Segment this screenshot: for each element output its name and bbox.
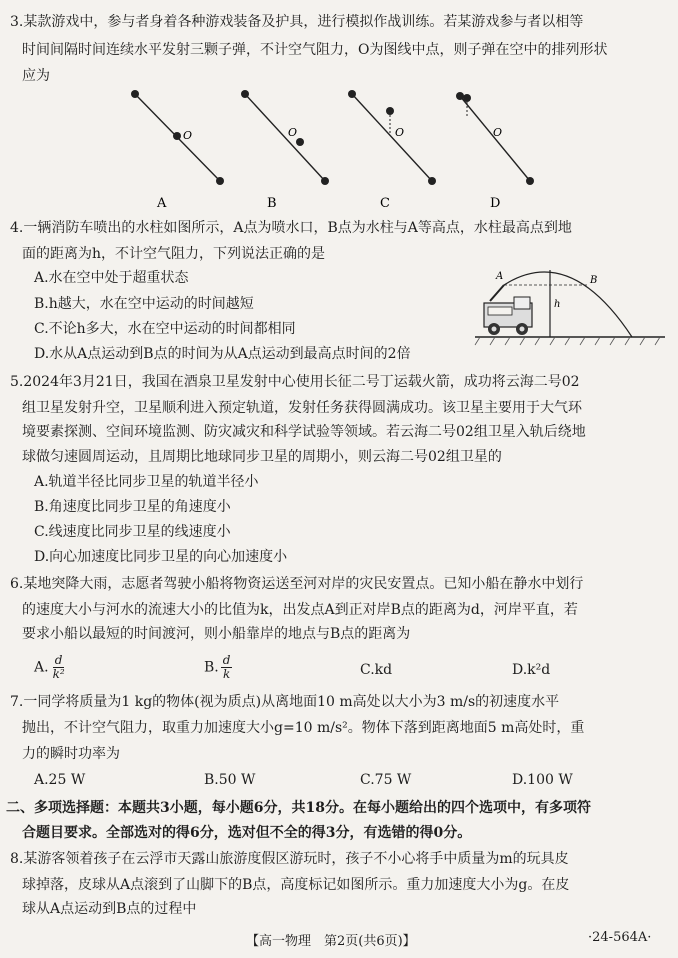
q5-option-c: C.线速度比同步卫星的线速度小	[34, 524, 231, 540]
point-a-label: A	[496, 271, 504, 282]
fraction-denominator: k²	[52, 667, 65, 681]
q6-line-2: 的速度大小与河水的流速大小的比值为k，出发点A到正对岸B点的距离为d，河岸平直，若	[22, 602, 578, 618]
point-o-label: O	[395, 126, 405, 139]
q3-line-2: 时间间隔时间连续水平发射三颗子弹，不计空气阻力，O为图线中点，则子弹在空中的排列形状	[22, 42, 608, 58]
q5-option-d: D.向心加速度比同步卫星的向心加速度小	[34, 549, 288, 565]
bullet-dot	[216, 177, 224, 185]
q6-option-a	[34, 654, 67, 681]
q4-option-c: C.不论h多大，水在空中运动的时间都相同	[34, 321, 296, 337]
bullet-dot	[131, 90, 139, 98]
page-footer-center: 【高一物理 第2页(共6页)】	[246, 934, 416, 949]
q4-option-d: D.水从A点运动到B点的时间为从A点运动到最高点时间的2倍	[34, 346, 411, 362]
q7-option-c: C.75 W	[360, 772, 412, 788]
bullet-dot	[173, 132, 181, 140]
q6-option-d: D.k²d	[512, 662, 551, 678]
q4-line-1: 4.一辆消防车喷出的水柱如图所示，A点为喷水口，B点为水柱与A等高点，水柱最高点到地	[10, 220, 572, 236]
q3-line-3: 应为	[22, 68, 50, 84]
bullet-dot	[321, 177, 329, 185]
bullet-dot	[463, 94, 471, 102]
q3-label-d: D	[490, 196, 501, 208]
q7-option-a: A.25 W	[34, 772, 86, 788]
q4-line-2: 面的距离为h，不计空气阻力，下列说法正确的是	[22, 246, 326, 262]
point-o-label: O	[493, 126, 503, 139]
q6-line-1: 6.某地突降大雨，志愿者驾驶小船将物资运送至河对岸的灾民安置点。已知小船在静水中划行	[10, 576, 584, 592]
q3-label-c: C	[380, 196, 390, 208]
q3-figure	[120, 86, 550, 208]
bullet-dot	[428, 177, 436, 185]
q7-option-d: D.100 W	[512, 772, 573, 788]
bullet-dot	[456, 92, 464, 100]
q4-option-a: A.水在空中处于超重状态	[34, 270, 189, 286]
q4-option-b: B.h越大，水在空中运动的时间越短	[34, 296, 254, 312]
q7-line-1: 7.一同学将质量为1 kg的物体(视为质点)从离地面10 m高处以大小为3 m/s的初速度水平	[10, 694, 560, 710]
q3-option-a-diagram	[131, 90, 224, 208]
q6-option-c: C.kd	[360, 662, 393, 678]
q8-line-2: 球掉落，皮球从A点滚到了山脚下的B点，高度标记如图所示。重力加速度大小为g。在皮	[22, 877, 570, 893]
point-o-label: O	[183, 129, 193, 142]
q8-line-1: 8.某游客领着孩子在云浮市天露山旅游度假区游玩时，孩子不小心将手中质量为m的玩具皮	[10, 851, 569, 867]
q4-fire-truck-figure	[470, 265, 670, 347]
q6-option-a-prefix: A.	[34, 659, 49, 676]
q3-option-d-diagram	[456, 92, 534, 208]
q3-option-c-diagram	[348, 90, 436, 208]
bullet-dot	[526, 177, 534, 185]
q6-option-b	[204, 654, 232, 681]
q5-line-2: 组卫星发射升空，卫星顺利进入预定轨道，发射任务获得圆满成功。该卫星主要用于大气环	[22, 400, 582, 416]
q6-option-b-prefix: B.	[204, 659, 219, 676]
q5-line-1: 5.2024年3月21日，我国在酒泉卫星发射中心使用长征二号丁运载火箭，成功将云海二号02	[10, 374, 580, 390]
q7-line-3: 力的瞬时功率为	[22, 746, 120, 762]
q5-line-4: 球做匀速圆周运动，且周期比地球同步卫星的周期小，则云海二号02组卫星的	[22, 449, 502, 465]
point-b-label: B	[590, 275, 598, 286]
q8-line-3: 球从A点运动到B点的过程中	[22, 901, 197, 917]
q5-line-3: 境要素探测、空间环境监测、防灾减灾和科学试验等领域。若云海二号02组卫星入轨后绕地	[22, 424, 586, 440]
fraction	[51, 654, 67, 681]
q6-line-3: 要求小船以最短的时间渡河，则小船靠岸的地点与B点的距离为	[22, 626, 411, 642]
fraction-numerator: d	[222, 653, 231, 667]
q3-option-b-diagram	[241, 90, 329, 208]
section2-line-1: 二、多项选择题：本题共3小题，每小题6分，共18分。在每小题给出的四个选项中，有多项符	[6, 800, 591, 816]
bullet-dot	[296, 138, 304, 146]
q7-option-b: B.50 W	[204, 772, 256, 788]
fraction-numerator: d	[54, 653, 63, 667]
fraction-denominator: k	[222, 667, 231, 681]
q5-option-a: A.轨道半径比同步卫星的轨道半径小	[34, 474, 259, 490]
q5-option-b: B.角速度比同步卫星的角速度小	[34, 499, 231, 515]
bullet-dot	[348, 90, 356, 98]
section2-line-2: 合题目要求。全部选对的得6分，选对但不全的得3分，有选错的得0分。	[22, 825, 472, 841]
height-h-label: h	[554, 299, 561, 310]
q3-label-b: B	[267, 196, 277, 208]
q7-line-2: 抛出，不计空气阻力，取重力加速度大小g=10 m/s²。物体下落到距离地面5 m高处时，重	[22, 720, 585, 736]
bullet-dot	[241, 90, 249, 98]
page-footer-right: ·24-564A·	[588, 930, 652, 945]
fraction	[221, 654, 233, 681]
point-o-label: O	[288, 126, 298, 139]
q3-label-a: A	[157, 196, 167, 208]
q3-line-1: 3.某款游戏中，参与者身着各种游戏装备及护具，进行模拟作战训练。若某游戏参与者以相等	[10, 14, 584, 30]
fire-truck-icon	[484, 285, 532, 335]
bullet-dot	[386, 107, 394, 115]
